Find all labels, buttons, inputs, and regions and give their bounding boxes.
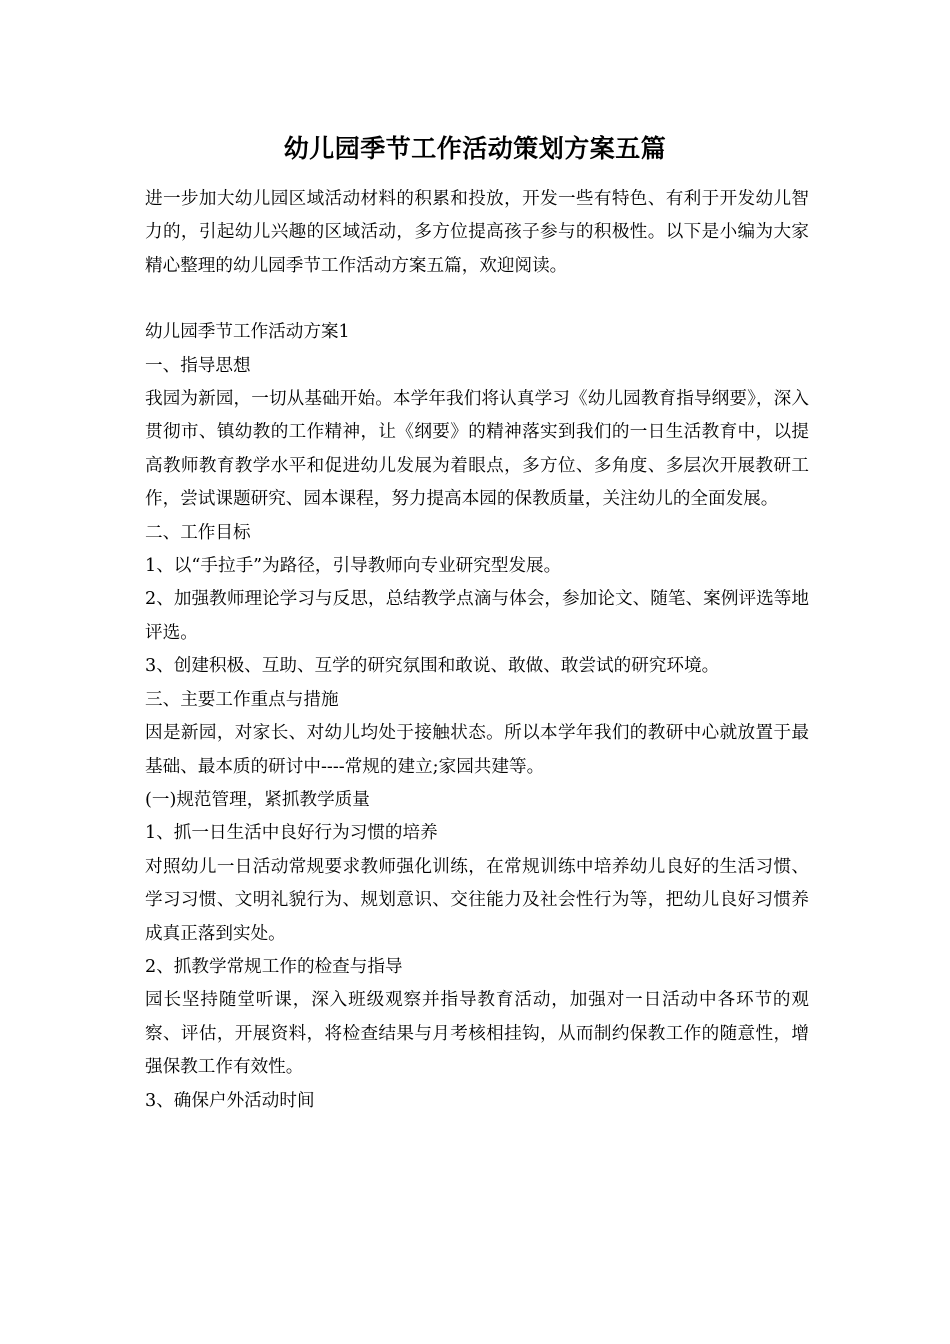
document-body <box>145 183 809 1118</box>
subheading: (一)规范管理，紧抓教学质量 <box>145 789 370 810</box>
goal-item: 3、创建积极、互助、互学的研究氛围和敢说、敢做、敢尝试的研究环境。 <box>145 656 720 677</box>
heading-work-goals: 二、工作目标 <box>145 522 251 543</box>
goal-item: 2、加强教师理论学习与反思，总结教学点滴与体会，参加论文、随笔、案例评选等地评选。 <box>145 589 809 643</box>
heading-guiding-thought: 一、指导思想 <box>145 355 251 376</box>
document-title: 幼儿园季节工作活动策划方案五篇 <box>283 134 667 163</box>
body-paragraph: 对照幼儿一日活动常规要求教师强化训练，在常规训练中培养幼儿良好的生活习惯、学习习惯、文明礼貌行为、规划意识、交往能力及社会性行为等，把幼儿良好习惯养成真正落到实处。 <box>145 856 809 944</box>
subheading: 2、抓教学常规工作的检查与指导 <box>145 956 403 977</box>
subheading: 1、抓一日生活中良好行为习惯的培养 <box>145 823 438 844</box>
goal-item: 1、以“手拉手”为路径，引导教师向专业研究型发展。 <box>145 556 562 577</box>
body-paragraph: 园长坚持随堂听课，深入班级观察并指导教育活动，加强对一日活动中各环节的观察、评估，开展资料，将检查结果与月考核相挂钩，从而制约保教工作的随意性，增强保教工作有效性。 <box>145 990 809 1078</box>
subheading: 3、确保户外活动时间 <box>145 1090 315 1111</box>
body-paragraph: 我园为新园，一切从基础开始。本学年我们将认真学习《幼儿园教育指导纲要》，深入贯彻市、镇幼教的工作精神，让《纲要》的精神落实到我们的一日生活教育中，以提高教师教育教学水平和促进幼儿发展为着眼点，多方位、多角度、多层次开展教研工作，尝试课题研究、园本课程，努力提高本园的保教质量，关注幼儿的全面发展。 <box>145 389 809 510</box>
heading-key-measures: 三、主要工作重点与措施 <box>145 689 339 710</box>
body-paragraph: 因是新园，对家长、对幼儿均处于接触状态。所以本学年我们的教研中心就放置于最基础、最本质的研讨中----常规的建立;家园共建等。 <box>145 723 809 777</box>
section-title: 幼儿园季节工作活动方案1 <box>145 322 350 343</box>
intro-paragraph: 进一步加大幼儿园区域活动材料的积累和投放，开发一些有特色、有利于开发幼儿智力的，引起幼儿兴趣的区域活动，多方位提高孩子参与的积极性。以下是小编为大家精心整理的幼儿园季节工作活动方案五篇，欢迎阅读。 <box>145 189 809 276</box>
